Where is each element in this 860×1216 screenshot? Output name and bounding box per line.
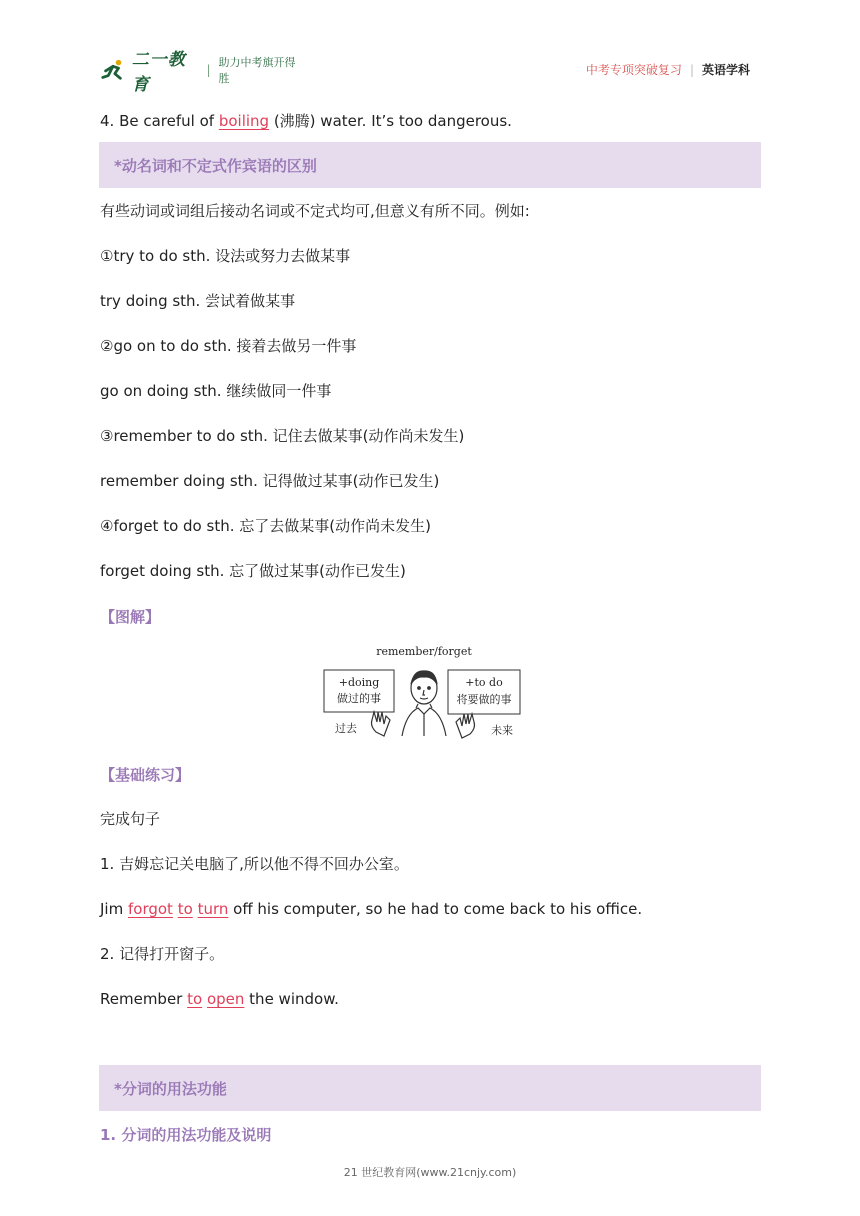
usage-line: ④forget to do sth. 忘了去做某事(动作尚未发生) (100, 517, 431, 535)
past-label: 过去 (335, 722, 357, 735)
text: (沸腾) water. It’s too dangerous. (269, 112, 512, 130)
runner-logo-icon (100, 57, 128, 83)
question-2-chinese: 2. 记得打开窗子。 (100, 945, 225, 963)
header-logo (100, 50, 300, 95)
logo-text: 二一教育 (131, 50, 186, 95)
header-subject (586, 61, 750, 78)
answer-blank: forgot (127, 900, 173, 918)
logo-slogan: 助力中考旗开得胜 (218, 56, 296, 85)
answer-blank: turn (197, 900, 229, 918)
exercise-line-4 (100, 111, 512, 131)
text: 4. Be careful of (100, 112, 219, 130)
past-box-line1: +doing (338, 676, 380, 689)
hand-icon (372, 712, 391, 736)
question-1-english (100, 899, 642, 919)
future-box-line2: 将要做的事 (456, 693, 512, 706)
text: the window. (244, 990, 339, 1008)
usage-line: forget doing sth. 忘了做过某事(动作已发生) (100, 562, 406, 580)
section-header (99, 1065, 761, 1111)
section-header (99, 142, 761, 188)
future-box-line1: +to do (465, 676, 503, 689)
usage-line: remember doing sth. 记得做过某事(动作已发生) (100, 472, 440, 490)
past-box-line2: 做过的事 (337, 692, 381, 705)
future-label: 未来 (491, 724, 513, 737)
usage-line: go on doing sth. 继续做同一件事 (100, 382, 332, 400)
header-separator: | (689, 62, 694, 77)
intro-text: 有些动词或词组后接动名词或不定式均可,但意义有所不同。例如: (100, 202, 530, 220)
answer-blank: to (187, 990, 203, 1008)
answer-blank: boiling (218, 112, 270, 130)
hand-icon (456, 714, 475, 738)
section-title: *分词的用法功能 (114, 1080, 227, 1098)
question-2-english (100, 989, 339, 1009)
remember-forget-illustration (322, 640, 528, 744)
figure-title: remember/forget (376, 645, 472, 658)
answer-blank: open (206, 990, 245, 1008)
page-footer: 21 世纪教育网(www.21cnjy.com) (343, 1166, 517, 1179)
section-title: *动名词和不定式作宾语的区别 (114, 157, 317, 175)
person-figure (402, 671, 446, 736)
text: off his computer, so he had to come back to his office. (228, 900, 643, 918)
subsection-title: 1. 分词的用法功能及说明 (100, 1126, 272, 1144)
question-1-chinese: 1. 吉姆忘记关电脑了,所以他不得不回办公室。 (100, 855, 409, 873)
logo-separator: | (206, 63, 211, 77)
usage-line: ③remember to do sth. 记住去做某事(动作尚未发生) (100, 427, 465, 445)
usage-line: ②go on to do sth. 接着去做另一件事 (100, 337, 357, 355)
header-course: 中考专项突破复习 (585, 63, 682, 77)
practice-label: 【基础练习】 (100, 766, 191, 784)
usage-line: ①try to do sth. 设法或努力去做某事 (100, 247, 351, 265)
practice-instruction: 完成句子 (100, 810, 161, 828)
usage-line: try doing sth. 尝试着做某事 (100, 292, 296, 310)
header-subject-name: 英语学科 (701, 63, 750, 77)
answer-blank: to (177, 900, 193, 918)
text: Remember (100, 990, 188, 1008)
text: Jim (100, 900, 128, 918)
illustration-label: 【图解】 (100, 608, 161, 626)
